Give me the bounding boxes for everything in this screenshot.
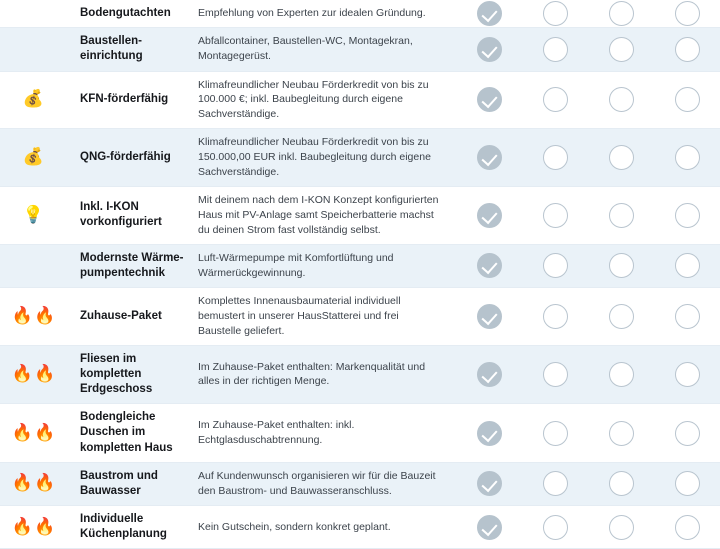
package-2-cell (522, 129, 588, 187)
feature-title-line: Inkl. I-KON (80, 201, 139, 214)
check-empty-icon (609, 304, 634, 329)
feature-title-line: Fliesen im (80, 352, 137, 365)
feature-title-text (68, 404, 198, 462)
package-2-cell (522, 345, 588, 404)
feature-title-line: Individuelle (80, 513, 144, 526)
check-empty-icon (609, 362, 634, 387)
package-4-cell (654, 28, 720, 71)
fire-icon (0, 288, 68, 346)
table-row (0, 71, 720, 129)
feature-title-text: QNG-förderfähig (80, 151, 171, 163)
check-empty-icon (609, 203, 634, 228)
check-included-icon (477, 1, 502, 26)
package-2-cell (522, 288, 588, 346)
feature-title-text (68, 194, 198, 236)
feature-title-line: Bauwasser (80, 484, 141, 497)
fire-icon (0, 506, 68, 549)
feature-title-line: kompletten (80, 367, 142, 380)
fire-icon: 🔥🔥 (11, 422, 57, 442)
feature-title (68, 71, 198, 129)
package-3-cell (588, 345, 654, 404)
money-bag-icon: 💰 (22, 89, 46, 109)
feature-title-text (68, 346, 198, 404)
package-4-cell (654, 71, 720, 129)
fire-icon (0, 404, 68, 463)
fire-icon: 🔥🔥 (11, 516, 57, 536)
feature-title-text (68, 28, 198, 70)
package-1-cell (456, 506, 522, 549)
feature-description (198, 244, 456, 287)
feature-title (68, 186, 198, 244)
package-1-cell (456, 244, 522, 287)
money-bag-icon (0, 129, 68, 187)
table-row (0, 345, 720, 404)
package-4-cell (654, 506, 720, 549)
row-icon-empty (0, 244, 68, 287)
package-4-cell (654, 244, 720, 287)
table-row (0, 129, 720, 187)
check-empty-icon (675, 362, 700, 387)
package-2-cell (522, 462, 588, 505)
package-3-cell (588, 462, 654, 505)
package-3-cell (588, 0, 654, 28)
table-row (0, 404, 720, 463)
feature-title-line: Baustellen- (80, 35, 142, 48)
feature-title-line: Baustrom und (80, 469, 158, 482)
package-2-cell (522, 71, 588, 129)
feature-title (68, 288, 198, 346)
feature-description (198, 28, 456, 71)
feature-description (198, 345, 456, 404)
fire-icon (0, 345, 68, 404)
check-empty-icon (609, 253, 634, 278)
feature-description (198, 0, 456, 28)
check-empty-icon (609, 145, 634, 170)
row-icon-empty (0, 28, 68, 71)
check-included-icon (477, 145, 502, 170)
feature-description-text: Kein Gutschein, sondern konkret geplant. (198, 520, 391, 533)
check-empty-icon (543, 203, 568, 228)
package-3-cell (588, 404, 654, 463)
feature-title (68, 0, 198, 28)
check-empty-icon (543, 421, 568, 446)
feature-title-line: Duschen im (80, 426, 146, 439)
table-row (0, 462, 720, 505)
feature-title-text: Bodengutachten (80, 7, 171, 19)
money-bag-icon: 💰 (22, 147, 46, 167)
feature-title-text (68, 463, 198, 505)
feature-title-text (68, 506, 198, 548)
lightbulb-icon: 💡 (22, 204, 46, 224)
feature-title (68, 28, 198, 71)
check-empty-icon (675, 87, 700, 112)
feature-description-text: Abfallcontainer, Baustellen-WC, Montagekran, Montagegerüst. (198, 35, 413, 63)
feature-title-text (68, 245, 198, 287)
feature-title (68, 345, 198, 404)
feature-description-text: Mit deinem nach dem I-KON Konzept konfigurierten Haus mit PV-Anlage samt Speicherbatterie machst du deinen Strom fast vollständig selbst. (198, 193, 439, 236)
check-empty-icon (675, 203, 700, 228)
feature-title (68, 404, 198, 463)
check-empty-icon (675, 304, 700, 329)
package-3-cell (588, 288, 654, 346)
check-included-icon (477, 515, 502, 540)
check-empty-icon (543, 87, 568, 112)
feature-title (68, 462, 198, 505)
package-1-cell (456, 288, 522, 346)
check-empty-icon (609, 515, 634, 540)
feature-description (198, 71, 456, 129)
check-empty-icon (675, 421, 700, 446)
check-included-icon (477, 87, 502, 112)
package-1-cell (456, 71, 522, 129)
feature-description (198, 129, 456, 187)
package-3-cell (588, 186, 654, 244)
table-row (0, 244, 720, 287)
check-included-icon (477, 203, 502, 228)
feature-title-text: KFN-förderfähig (80, 93, 169, 106)
check-empty-icon (543, 37, 568, 62)
feature-description-text: Im Zuhause-Paket enthalten: Markenqualität und alles in der richtigen Menge. (198, 360, 426, 388)
check-empty-icon (543, 253, 568, 278)
feature-title-line: Küchenplanung (80, 528, 167, 541)
table-row (0, 28, 720, 71)
package-1-cell (456, 404, 522, 463)
check-empty-icon (609, 471, 634, 496)
package-2-cell (522, 506, 588, 549)
package-2-cell (522, 404, 588, 463)
table-row (0, 0, 720, 28)
row-icon-empty (0, 0, 68, 28)
package-2-cell (522, 0, 588, 28)
feature-title-line: Erdgeschoss (80, 383, 153, 396)
feature-title (68, 506, 198, 549)
feature-description-text: Auf Kundenwunsch organisieren wir für die Bauzeit den Baustrom- und Bauwasseranschluss. (198, 470, 436, 497)
feature-title-line: pumpentechnik (80, 266, 165, 279)
feature-description (198, 404, 456, 463)
package-1-cell (456, 345, 522, 404)
package-4-cell (654, 404, 720, 463)
package-1-cell (456, 28, 522, 71)
package-4-cell (654, 129, 720, 187)
check-included-icon (477, 304, 502, 329)
feature-description (198, 288, 456, 346)
check-empty-icon (543, 471, 568, 496)
check-empty-icon (609, 1, 634, 26)
feature-description (198, 186, 456, 244)
fire-icon: 🔥🔥 (11, 305, 57, 325)
feature-title (68, 244, 198, 287)
fire-icon: 🔥🔥 (11, 363, 57, 383)
package-1-cell (456, 0, 522, 28)
check-empty-icon (609, 421, 634, 446)
feature-title-text: Zuhause-Paket (80, 309, 162, 322)
package-4-cell (654, 288, 720, 346)
check-empty-icon (543, 304, 568, 329)
feature-description-text: Im Zuhause-Paket enthalten: inkl. Echtglasduschabtrennung. (198, 419, 355, 446)
package-3-cell (588, 506, 654, 549)
package-2-cell (522, 28, 588, 71)
feature-title-line: kompletten Haus (80, 441, 173, 454)
check-empty-icon (675, 471, 700, 496)
check-included-icon (477, 37, 502, 62)
check-empty-icon (609, 87, 634, 112)
package-2-cell (522, 244, 588, 287)
package-3-cell (588, 71, 654, 129)
check-empty-icon (675, 37, 700, 62)
check-empty-icon (675, 1, 700, 26)
package-3-cell (588, 129, 654, 187)
feature-description-text: Klimafreundlicher Neubau Förderkredit von bis zu 150.000,00 EUR inkl. Baubegleitung durch eigene Sachverständige. (198, 136, 431, 179)
check-empty-icon (543, 515, 568, 540)
fire-icon: 🔥🔥 (11, 473, 57, 493)
feature-title (68, 129, 198, 187)
table-row (0, 506, 720, 549)
package-4-cell (654, 186, 720, 244)
feature-title-line: Bodengleiche (80, 411, 156, 424)
package-3-cell (588, 28, 654, 71)
check-empty-icon (543, 362, 568, 387)
money-bag-icon (0, 71, 68, 129)
lightbulb-icon (0, 186, 68, 244)
feature-title-line: Modernste Wärme- (80, 251, 184, 264)
package-4-cell (654, 345, 720, 404)
package-1-cell (456, 186, 522, 244)
fire-icon (0, 462, 68, 505)
check-empty-icon (543, 1, 568, 26)
feature-title-line: vorkonfiguriert (80, 216, 162, 229)
feature-description (198, 462, 456, 505)
check-included-icon (477, 362, 502, 387)
check-empty-icon (609, 37, 634, 62)
package-2-cell (522, 186, 588, 244)
check-empty-icon (543, 145, 568, 170)
check-empty-icon (675, 253, 700, 278)
package-1-cell (456, 462, 522, 505)
feature-description-text: Luft-Wärmepumpe mit Komfortlüftung und Wärmerückgewinnung. (198, 251, 394, 279)
package-1-cell (456, 129, 522, 187)
check-empty-icon (675, 515, 700, 540)
feature-description-text: Empfehlung von Experten zur idealen Gründung. (198, 7, 426, 20)
package-4-cell (654, 0, 720, 28)
feature-description (198, 506, 456, 549)
check-empty-icon (675, 145, 700, 170)
table-row (0, 186, 720, 244)
feature-description-text: Klimafreundlicher Neubau Förderkredit von bis zu 100.000 €; inkl. Baubegleitung durch eigene Sachverständige. (198, 78, 429, 121)
package-3-cell (588, 244, 654, 287)
table-row (0, 288, 720, 346)
feature-description-text: Komplettes Innenausbaumaterial individuell bemustert in unserer HausStatterei und frei Baustelle geliefert. (198, 295, 401, 337)
check-included-icon (477, 253, 502, 278)
check-included-icon (477, 421, 502, 446)
package-4-cell (654, 462, 720, 505)
feature-title-line: einrichtung (80, 50, 143, 63)
check-included-icon (477, 471, 502, 496)
